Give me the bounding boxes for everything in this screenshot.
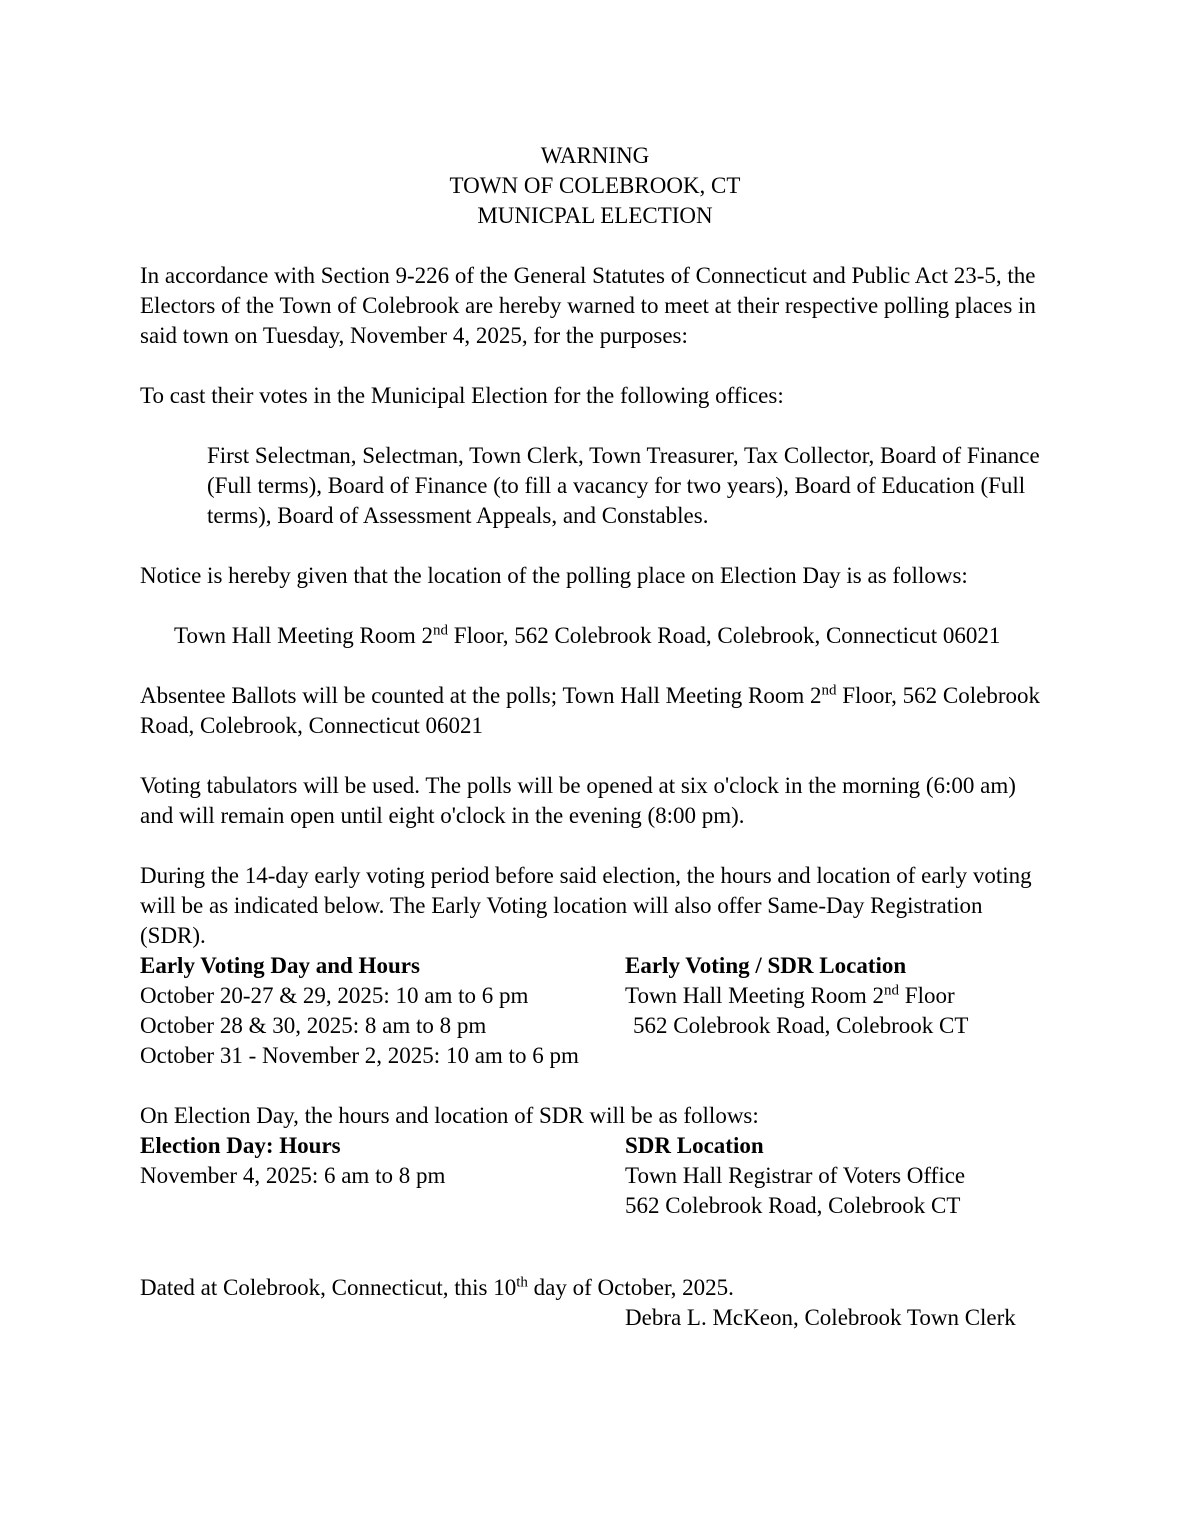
- title-warning: WARNING: [540, 143, 650, 168]
- election-day-header-row: [140, 1131, 1050, 1161]
- election-day-table: [140, 1131, 1050, 1221]
- dated-post: day of October, 2025.: [527, 1275, 734, 1300]
- early-voting-location-pre: Town Hall Meeting Room 2: [625, 983, 885, 1008]
- early-voting-header-row: [140, 951, 1050, 981]
- absentee-post: Floor, 562 Colebrook Road, Colebrook, Connecticut 06021: [140, 683, 1041, 738]
- document-title-block: [140, 141, 1050, 231]
- dated-pre: Dated at Colebrook, Connecticut, this 10: [140, 1275, 517, 1300]
- early-voting-body-row: [140, 981, 1050, 1071]
- notice-paragraph: Notice is hereby given that the location of the polling place on Election Day is as follows:: [140, 563, 968, 588]
- polling-location-line: [140, 621, 1050, 651]
- early-voting-location-column: [625, 981, 1050, 1071]
- title-town: TOWN OF COLEBROOK, CT: [449, 173, 741, 198]
- polling-location-sup: nd: [433, 622, 449, 639]
- early-voting-location-header: Early Voting / SDR Location: [625, 953, 907, 978]
- election-day-hours-column: [140, 1161, 625, 1221]
- early-voting-intro-paragraph: During the 14-day early voting period before said election, the hours and location of early voting will be as indicated below. The Early Voting location will also offer Same-Day Registration (SDR).: [140, 863, 1032, 948]
- early-voting-location-sup: nd: [884, 982, 900, 999]
- absentee-paragraph: [140, 681, 1050, 741]
- early-voting-hours-line-3: October 31 - November 2, 2025: 10 am to 6 pm: [140, 1043, 579, 1068]
- cast-votes-paragraph: To cast their votes in the Municipal Election for the following offices:: [140, 383, 784, 408]
- dated-sup: th: [516, 1274, 528, 1291]
- election-day-hours-line: November 4, 2025: 6 am to 8 pm: [140, 1163, 446, 1188]
- early-voting-location-post: Floor: [899, 983, 955, 1008]
- early-voting-hours-line-2: October 28 & 30, 2025: 8 am to 8 pm: [140, 1013, 487, 1038]
- election-day-body-row: [140, 1161, 1050, 1221]
- intro-paragraph: In accordance with Section 9-226 of the General Statutes of Connecticut and Public Act 23-5, the Electors of the Town of Colebrook are hereby warned to meet at their respective polling places in said town on Tuesday, November 4, 2025, for the purposes:: [140, 263, 1036, 348]
- early-voting-location-line-1: [625, 981, 1050, 1011]
- early-voting-hours-column: [140, 981, 625, 1071]
- early-voting-table: [140, 951, 1050, 1071]
- offices-list-paragraph: First Selectman, Selectman, Town Clerk, Town Treasurer, Tax Collector, Board of Finance (Full terms), Board of Finance (to fill a vacancy for two years), Board of Education (Full terms), Board of Assessment Appeals, and Constables.: [207, 443, 1040, 528]
- document-content: [140, 141, 1050, 1333]
- sdr-location-column: [625, 1161, 1050, 1221]
- sdr-location-header: SDR Location: [625, 1133, 764, 1158]
- sdr-location-line-1: Town Hall Registrar of Voters Office: [625, 1163, 966, 1188]
- early-voting-hours-line-1: October 20-27 & 29, 2025: 10 am to 6 pm: [140, 983, 529, 1008]
- tabulators-paragraph: Voting tabulators will be used. The polls will be opened at six o'clock in the morning (6:00 am) and will remain open until eight o'clock in the evening (8:00 pm).: [140, 773, 1016, 828]
- election-day-intro-paragraph: On Election Day, the hours and location of SDR will be as follows:: [140, 1103, 759, 1128]
- polling-location-pre: Town Hall Meeting Room 2: [174, 623, 434, 648]
- early-voting-hours-header: Early Voting Day and Hours: [140, 953, 420, 978]
- sdr-location-line-2: 562 Colebrook Road, Colebrook CT: [625, 1193, 961, 1218]
- title-election: MUNICPAL ELECTION: [477, 203, 713, 228]
- polling-location-post: Floor, 562 Colebrook Road, Colebrook, Connecticut 06021: [448, 623, 1001, 648]
- dated-line: [140, 1273, 1050, 1303]
- absentee-pre: Absentee Ballots will be counted at the polls; Town Hall Meeting Room 2: [140, 683, 822, 708]
- signature-line: Debra L. McKeon, Colebrook Town Clerk: [625, 1305, 1016, 1330]
- election-day-hours-header: Election Day: Hours: [140, 1133, 341, 1158]
- early-voting-location-line-2: 562 Colebrook Road, Colebrook CT: [633, 1013, 969, 1038]
- absentee-sup: nd: [821, 682, 837, 699]
